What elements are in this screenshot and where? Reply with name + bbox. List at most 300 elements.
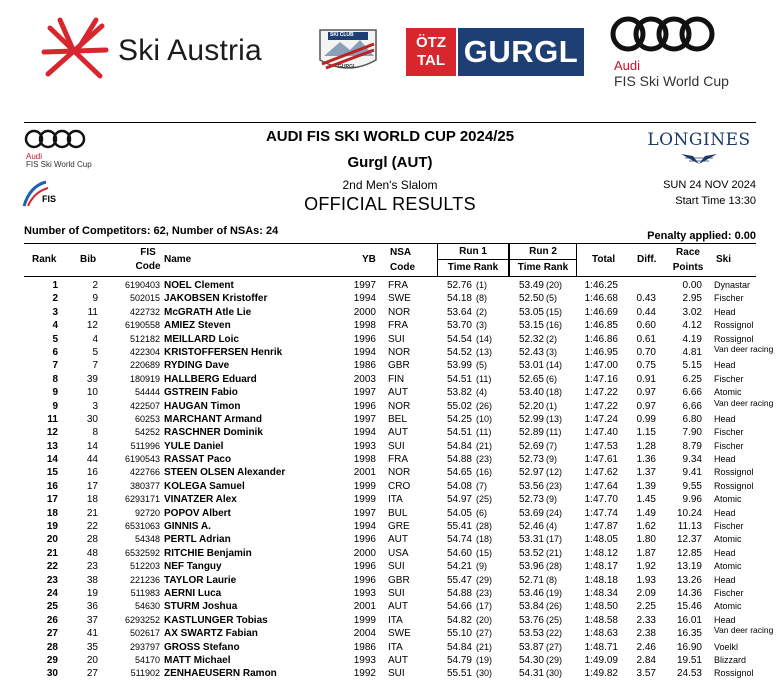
table-row	[24, 306, 756, 319]
result-name: KRISTOFFERSEN Henrik	[164, 346, 283, 358]
result-year-born: 1999	[353, 494, 376, 506]
result-run1-time: 54.84	[446, 641, 472, 653]
result-name: AX SWARTZ Fabian	[164, 628, 258, 640]
result-total: 1:46.85	[584, 320, 618, 332]
result-run1-time: 54.84	[446, 440, 472, 452]
result-run2-rank: (9)	[546, 494, 557, 505]
result-race-points: 6.80	[682, 413, 702, 425]
result-run1-rank: (16)	[476, 467, 493, 478]
result-fis-code: 6531063	[124, 521, 160, 532]
result-diff: 0.60	[636, 320, 656, 332]
results-table	[24, 279, 774, 681]
event-title: AUDI FIS SKI WORLD CUP 2024/25	[265, 128, 515, 145]
result-rank: 30	[46, 668, 58, 680]
result-diff: 1.15	[636, 427, 656, 439]
result-fis-code: 502617	[129, 628, 160, 639]
result-total: 1:46.25	[584, 280, 618, 291]
table-header-rule-bottom	[24, 276, 756, 277]
result-ski: Head	[714, 306, 736, 317]
result-diff: 2.46	[636, 641, 656, 653]
result-nsa: NOR	[388, 400, 411, 412]
result-name: TAYLOR Laurie	[164, 574, 237, 586]
result-run2-time: 52.69	[518, 440, 544, 452]
audi-small-text: Audi	[26, 152, 43, 161]
result-run2-rank: (6)	[546, 373, 557, 384]
table-row	[24, 654, 756, 667]
result-run1-time: 54.60	[446, 547, 472, 559]
result-rank: 4	[52, 320, 58, 332]
table-row	[24, 560, 756, 573]
result-name: YULE Daniel	[164, 440, 224, 452]
fis-small-text: FIS Ski World Cup	[26, 160, 92, 169]
result-diff: 0.43	[636, 293, 656, 305]
col-rank: Rank	[32, 254, 57, 265]
result-run2-time: 53.52	[518, 547, 544, 559]
result-bib: 2	[92, 280, 98, 291]
result-run2-time: 53.05	[518, 306, 544, 318]
result-ski: Rossignol	[714, 467, 754, 478]
result-run1-time: 53.82	[446, 387, 472, 399]
result-run1-time: 54.05	[446, 507, 472, 519]
result-run2-rank: (15)	[546, 306, 563, 317]
result-year-born: 2001	[353, 467, 376, 479]
result-ski: Head	[714, 507, 736, 518]
result-run2-time: 52.20	[518, 400, 544, 412]
result-race-points: 15.46	[676, 601, 702, 613]
result-fis-code: 221236	[129, 574, 160, 585]
result-total: 1:48.58	[584, 614, 618, 626]
result-ski: Fischer	[714, 521, 744, 532]
ski-club-sub-text: GURGL	[338, 64, 357, 70]
result-race-points: 9.55	[682, 480, 702, 492]
result-run1-rank: (14)	[476, 333, 493, 344]
result-fis-code: 54444	[134, 387, 160, 398]
result-rank: 6	[52, 346, 58, 358]
result-name: MEILLARD Loic	[164, 333, 239, 345]
result-race-points: 3.02	[682, 306, 702, 318]
audi-small-rings-icon	[24, 128, 86, 150]
result-run2-time: 53.53	[518, 628, 544, 640]
result-nsa: SUI	[388, 561, 405, 573]
result-ski: Fischer	[714, 373, 744, 384]
result-bib: 23	[86, 561, 98, 573]
result-run1-rank: (23)	[476, 454, 493, 465]
table-row	[24, 480, 756, 493]
result-name: MATT Michael	[164, 654, 231, 666]
result-total: 1:49.82	[584, 668, 618, 680]
result-nsa: GRE	[388, 521, 410, 533]
result-run2-rank: (12)	[546, 467, 563, 478]
header-rule	[24, 122, 756, 123]
result-name: VINATZER Alex	[164, 494, 237, 506]
result-run1-time: 55.41	[446, 521, 472, 533]
result-diff: 1.62	[636, 521, 656, 533]
result-nsa: SUI	[388, 668, 405, 680]
result-name: GSTREIN Fabio	[164, 387, 238, 399]
result-rank: 24	[46, 587, 58, 599]
result-diff: 1.37	[636, 467, 656, 479]
table-header-rule-top	[24, 243, 756, 244]
result-total: 1:46.68	[584, 293, 618, 305]
result-bib: 7	[92, 360, 98, 372]
result-total: 1:47.62	[584, 467, 618, 479]
result-nsa: NOR	[388, 306, 411, 318]
result-nsa: AUT	[388, 427, 408, 439]
table-row	[24, 520, 756, 533]
result-bib: 4	[92, 333, 98, 345]
result-total: 1:47.40	[584, 427, 618, 439]
audi-rings-icon	[608, 14, 718, 54]
result-fis-code: 422732	[129, 306, 160, 317]
result-name: GINNIS A.	[164, 521, 211, 533]
result-total: 1:47.53	[584, 440, 618, 452]
result-race-points: 9.41	[682, 467, 702, 479]
result-bib: 39	[86, 373, 98, 385]
result-name: NOEL Clement	[164, 280, 234, 291]
result-rank: 17	[46, 494, 58, 506]
result-ski: Head	[714, 614, 736, 625]
result-run2-rank: (22)	[546, 628, 563, 639]
result-name: RYDING Dave	[164, 360, 230, 372]
result-nsa: SUI	[388, 440, 405, 452]
result-fis-code: 512203	[129, 561, 160, 572]
result-run2-rank: (23)	[546, 480, 563, 491]
result-bib: 19	[86, 587, 98, 599]
audi-text: Audi	[614, 58, 641, 73]
result-race-points: 4.19	[682, 333, 702, 345]
result-run2-rank: (30)	[546, 668, 563, 679]
result-run1-time: 54.18	[446, 293, 472, 305]
result-diff: 1.80	[636, 534, 656, 546]
col-run2: Run 2	[529, 246, 557, 257]
result-race-points: 4.81	[682, 346, 702, 358]
result-nsa: AUT	[388, 601, 408, 613]
result-race-points: 14.36	[676, 587, 702, 599]
result-nsa: CRO	[388, 480, 411, 492]
result-bib: 38	[86, 574, 98, 586]
result-diff: 0.61	[636, 333, 656, 345]
result-total: 1:48.17	[584, 561, 618, 573]
result-year-born: 1992	[353, 668, 376, 680]
result-total: 1:48.18	[584, 574, 618, 586]
result-fis-code: 422507	[129, 400, 160, 411]
result-run2-time: 54.31	[518, 668, 544, 680]
result-bib: 20	[86, 654, 98, 666]
result-diff: 1.92	[636, 561, 656, 573]
result-year-born: 1994	[353, 346, 376, 358]
ski-austria-text: Ski Austria	[118, 34, 262, 67]
result-ski: Atomic	[714, 387, 742, 398]
result-name: JAKOBSEN Kristoffer	[164, 293, 268, 305]
result-run1-time: 54.65	[446, 467, 472, 479]
table-row	[24, 574, 756, 587]
otztal-line-2: TAL	[416, 52, 446, 69]
result-name: ZENHAEUSERN Ramon	[164, 668, 277, 680]
result-total: 1:48.63	[584, 628, 618, 640]
result-ski: Rossignol	[714, 333, 754, 344]
result-total: 1:48.12	[584, 547, 618, 559]
result-year-born: 1996	[353, 333, 376, 345]
otztal-line-1: ÖTZ	[416, 34, 446, 51]
result-ski: Atomic	[714, 494, 742, 505]
result-year-born: 1986	[353, 360, 376, 372]
result-rank: 21	[46, 547, 58, 559]
result-run2-time: 52.50	[518, 293, 544, 305]
result-total: 1:48.71	[584, 641, 618, 653]
result-nsa: NOR	[388, 467, 411, 479]
result-race-points: 2.95	[682, 293, 702, 305]
result-diff: 1.45	[636, 494, 656, 506]
result-rank: 1	[52, 280, 58, 291]
result-run2-rank: (4)	[546, 521, 557, 532]
result-name: STURM Joshua	[164, 601, 238, 613]
col-nsa: NSA	[390, 247, 412, 258]
result-run2-rank: (21)	[546, 547, 563, 558]
result-fis-code: 54630	[134, 601, 160, 612]
result-name: RASCHNER Dominik	[164, 427, 263, 439]
result-run1-time: 53.64	[446, 306, 472, 318]
result-run1-rank: (2)	[476, 306, 487, 317]
result-ski: Head	[714, 547, 736, 558]
result-run2-time: 53.76	[518, 614, 544, 626]
result-fis-code: 60253	[134, 413, 160, 424]
result-run2-rank: (3)	[546, 346, 557, 357]
result-total: 1:47.22	[584, 400, 618, 412]
result-run2-time: 52.73	[518, 454, 544, 466]
result-race-points: 16.01	[676, 614, 702, 626]
result-nsa: GBR	[388, 574, 410, 586]
venue: Gurgl (AUT)	[347, 154, 433, 171]
result-ski: Van deer racing	[714, 625, 774, 636]
result-run1-time: 54.97	[446, 494, 472, 506]
result-rank: 8	[52, 373, 58, 385]
result-run2-time: 52.99	[518, 413, 544, 425]
col-fis-code: Code	[135, 261, 161, 272]
result-rank: 9	[52, 387, 58, 399]
result-year-born: 1996	[353, 561, 376, 573]
result-run2-rank: (18)	[546, 387, 563, 398]
audi-fis-logo	[608, 14, 758, 94]
result-ski: Rossignol	[714, 320, 754, 331]
result-run2-time: 53.96	[518, 561, 544, 573]
col-race: Race	[676, 247, 700, 258]
result-diff: 0.75	[636, 360, 656, 372]
result-run1-rank: (4)	[476, 387, 487, 398]
result-nsa: SWE	[388, 293, 411, 305]
result-year-born: 1993	[353, 654, 376, 666]
result-run1-time: 53.99	[446, 360, 472, 372]
table-row	[24, 373, 756, 386]
table-row	[24, 292, 756, 305]
result-run2-rank: (26)	[546, 601, 563, 612]
result-fis-code: 422766	[129, 467, 160, 478]
result-diff: 3.57	[636, 668, 656, 680]
result-run1-rank: (21)	[476, 641, 493, 652]
result-race-points: 0.00	[682, 280, 702, 291]
result-rank: 26	[46, 614, 58, 626]
result-race-points: 6.66	[682, 400, 702, 412]
result-total: 1:48.50	[584, 601, 618, 613]
result-race-points: 24.53	[676, 668, 702, 680]
result-name: AERNI Luca	[164, 587, 222, 599]
col-total: Total	[592, 254, 616, 265]
result-rank: 13	[46, 440, 58, 452]
result-fis-code: 512182	[129, 333, 160, 344]
otztal-gurgl-logo	[406, 28, 584, 76]
result-name: AMIEZ Steven	[164, 320, 231, 332]
col-yb: YB	[362, 254, 376, 265]
results-title: OFFICIAL RESULTS	[304, 194, 476, 214]
result-run2-rank: (28)	[546, 561, 563, 572]
table-row	[24, 333, 756, 346]
result-name: KASTLUNGER Tobias	[164, 614, 268, 626]
result-run2-rank: (2)	[546, 333, 557, 344]
result-race-points: 9.96	[682, 494, 702, 506]
result-run2-time: 52.97	[518, 467, 544, 479]
result-run2-rank: (8)	[546, 574, 557, 585]
result-fis-code: 54348	[134, 534, 160, 545]
result-run1-time: 55.10	[446, 628, 472, 640]
table-row	[24, 453, 756, 466]
result-diff: 0.99	[636, 413, 656, 425]
result-fis-code: 511902	[130, 668, 160, 679]
result-ski: Fischer	[714, 427, 744, 438]
result-rank: 18	[46, 507, 58, 519]
result-bib: 16	[86, 467, 98, 479]
result-total: 1:47.00	[584, 360, 618, 372]
start-time: Start Time 13:30	[675, 195, 756, 207]
result-race-points: 8.79	[682, 440, 702, 452]
result-nsa: AUT	[388, 534, 408, 546]
result-year-born: 1998	[353, 320, 376, 332]
result-run1-rank: (1)	[476, 280, 487, 290]
result-run2-rank: (14)	[546, 360, 563, 371]
result-total: 1:47.64	[584, 480, 618, 492]
result-nsa: FRA	[388, 280, 408, 291]
result-run2-time: 53.31	[518, 534, 544, 546]
table-row	[24, 547, 756, 560]
result-nsa: NOR	[388, 346, 411, 358]
result-diff: 2.33	[636, 614, 656, 626]
result-total: 1:47.70	[584, 494, 618, 506]
result-rank: 9	[52, 400, 58, 412]
result-run2-time: 53.84	[518, 601, 544, 613]
result-race-points: 5.15	[682, 360, 702, 372]
result-run1-rank: (15)	[476, 547, 493, 558]
table-row	[24, 359, 756, 372]
result-bib: 35	[86, 641, 98, 653]
result-rank: 20	[46, 534, 58, 546]
result-run1-rank: (3)	[476, 320, 487, 331]
result-race-points: 12.85	[676, 547, 702, 559]
result-rank: 14	[46, 454, 58, 466]
result-run2-rank: (25)	[546, 614, 563, 625]
result-run2-time: 52.43	[518, 346, 544, 358]
result-ski: Head	[714, 360, 736, 371]
result-year-born: 1994	[353, 521, 376, 533]
result-run2-time: 52.73	[518, 494, 544, 506]
result-name: STEEN OLSEN Alexander	[164, 467, 286, 479]
result-ski: Rossignol	[714, 480, 754, 491]
result-ski: Head	[714, 413, 736, 424]
result-diff: 0.91	[636, 373, 656, 385]
result-run1-time: 53.70	[446, 320, 472, 332]
col-run1: Run 1	[459, 246, 487, 257]
result-fis-code: 54252	[134, 427, 160, 438]
table-row	[24, 319, 756, 332]
table-row	[24, 493, 756, 506]
result-run1-time: 54.25	[446, 413, 472, 425]
result-run2-rank: (11)	[546, 427, 562, 438]
table-row	[24, 343, 774, 359]
result-run1-time: 54.74	[446, 534, 472, 546]
result-total: 1:47.61	[584, 454, 618, 466]
result-run1-time: 54.88	[446, 587, 472, 599]
result-run1-rank: (19)	[476, 654, 493, 665]
result-run2-time: 53.40	[518, 387, 544, 399]
ski-austria-logo	[40, 16, 300, 82]
result-run1-time: 54.88	[446, 454, 472, 466]
result-rank: 23	[46, 574, 58, 586]
result-race-points: 9.34	[682, 454, 702, 466]
result-race-points: 13.26	[676, 574, 702, 586]
table-row	[24, 279, 756, 292]
result-ski: Head	[714, 574, 736, 585]
table-row	[24, 533, 756, 546]
race-date: SUN 24 NOV 2024	[663, 179, 756, 191]
result-diff: 2.25	[636, 601, 656, 613]
result-run1-time: 54.54	[446, 333, 472, 345]
result-nsa: SWE	[388, 628, 411, 640]
result-run1-time: 54.66	[446, 601, 472, 613]
result-year-born: 1999	[353, 614, 376, 626]
result-nsa: BEL	[388, 413, 407, 425]
result-bib: 36	[86, 601, 98, 613]
result-total: 1:47.24	[584, 413, 618, 425]
table-row	[24, 426, 756, 439]
result-rank: 19	[46, 521, 58, 533]
result-fis-code: 380377	[129, 480, 160, 491]
result-run2-rank: (1)	[546, 400, 557, 411]
result-rank: 28	[46, 641, 58, 653]
result-nsa: AUT	[388, 654, 408, 666]
result-year-born: 2003	[353, 373, 376, 385]
fis-world-cup-text: FIS Ski World Cup	[614, 73, 729, 89]
result-run1-rank: (6)	[476, 507, 487, 518]
result-year-born: 1993	[353, 440, 376, 452]
result-bib: 5	[92, 346, 98, 358]
result-rank: 11	[47, 413, 58, 425]
result-fis-code: 92720	[134, 507, 160, 518]
result-run2-time: 53.49	[518, 280, 544, 291]
result-run1-time: 54.52	[446, 346, 472, 358]
result-run2-rank: (5)	[546, 293, 557, 304]
table-row	[24, 413, 756, 426]
result-run2-time: 52.32	[518, 333, 544, 345]
result-diff: 1.49	[636, 507, 656, 519]
result-bib: 21	[86, 507, 98, 519]
result-rank: 12	[46, 427, 58, 439]
result-run2-rank: (7)	[546, 440, 557, 451]
result-fis-code: 6190403	[124, 280, 160, 290]
result-rank: 2	[52, 293, 58, 305]
result-bib: 10	[86, 387, 98, 399]
result-run1-rank: (30)	[476, 668, 493, 679]
result-run1-time: 55.02	[446, 400, 472, 412]
result-diff: 2.38	[636, 628, 656, 640]
result-diff: 1.36	[636, 454, 656, 466]
result-total: 1:47.22	[584, 387, 618, 399]
